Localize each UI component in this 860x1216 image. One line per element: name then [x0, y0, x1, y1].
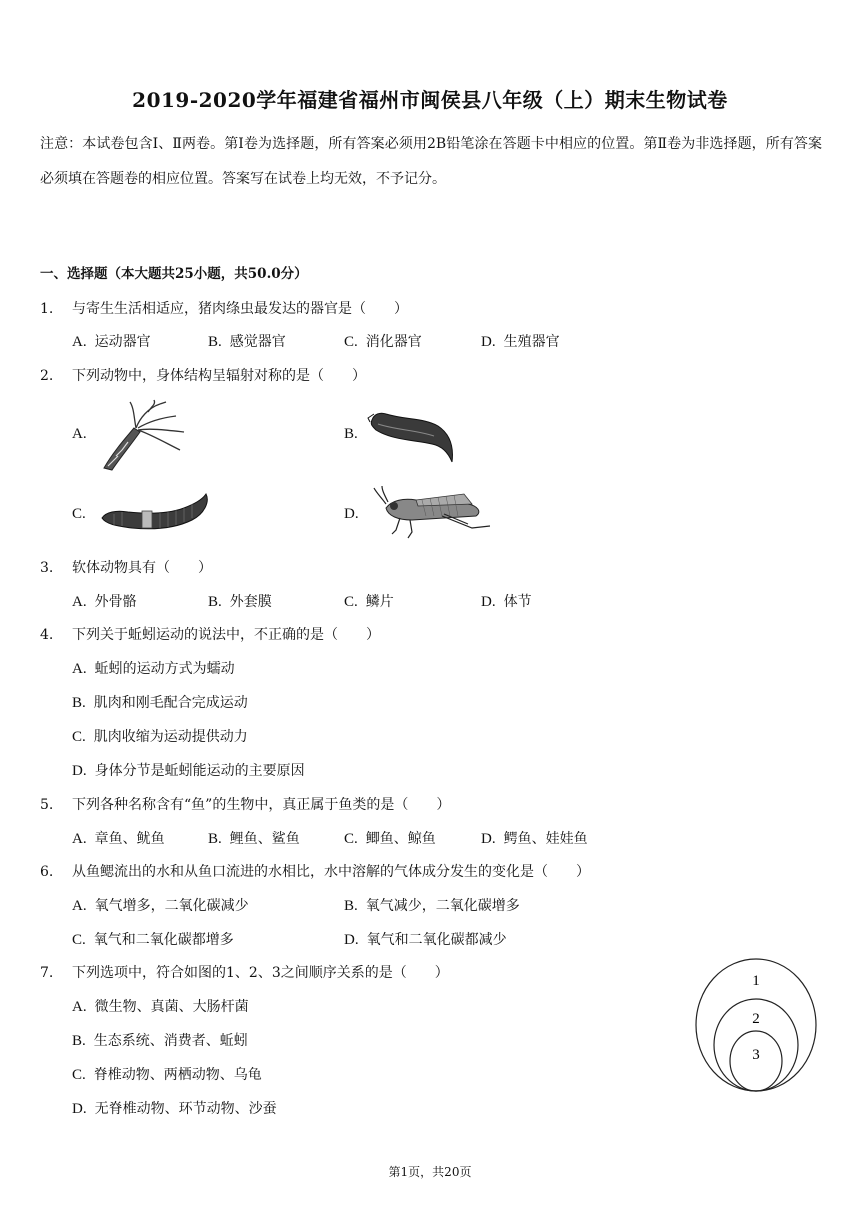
question-4 [40, 624, 380, 644]
option-c: C. 脊椎动物、两栖动物、乌龟 [72, 1067, 262, 1083]
circle-label-3: 3 [752, 1047, 760, 1063]
question-stem: 从鱼鳃流出的水和从鱼口流进的水相比，水中溶解的气体成分发生的变化是（ ） [72, 864, 590, 880]
option-b: B. 感觉器官 [208, 334, 286, 350]
option-b: B. 生态系统、消费者、蚯蚓 [72, 1033, 248, 1049]
exam-notice: 注意：本试卷包含Ⅰ、Ⅱ两卷。第Ⅰ卷为选择题，所有答案必须用2B铅笔涂在答题卡中相应的位置。第Ⅱ卷为非选择题，所有答案必须填在答题卷的相应位置。答案写在试卷上均无效，不予记分。 [40, 136, 822, 187]
option-b: B. 鲤鱼、鲨鱼 [208, 831, 300, 847]
option-c: C. 肌肉收缩为运动提供动力 [72, 729, 248, 745]
question-stem: 软体动物具有（ ） [72, 560, 212, 576]
option-d: D. 氧气和二氧化碳都减少 [344, 932, 507, 948]
option-c-label: C. [72, 506, 86, 522]
question-number: 2. [40, 368, 54, 384]
question-number: 5. [40, 797, 54, 813]
question-number: 7. [40, 965, 54, 981]
option-c: C. 鲫鱼、鲸鱼 [344, 831, 436, 847]
question-number: 4. [40, 627, 54, 643]
option-a: A. 蚯蚓的运动方式为蠕动 [72, 661, 235, 677]
question-6 [40, 861, 590, 881]
circle-label-1: 1 [752, 973, 760, 989]
option-c: C. 鳞片 [344, 594, 394, 610]
question-7 [40, 962, 449, 982]
question-5 [40, 794, 450, 814]
question-3 [40, 557, 212, 577]
option-c: C. 消化器官 [344, 334, 422, 350]
option-d: D. 体节 [481, 594, 532, 610]
option-a: A. 章鱼、鱿鱼 [72, 831, 165, 847]
question-number: 1. [40, 301, 54, 317]
leech-icon [366, 404, 458, 466]
option-d: D. 鳄鱼、娃娃鱼 [481, 831, 588, 847]
option-b: B. 肌肉和刚毛配合完成运动 [72, 695, 248, 711]
question-stem: 下列选项中，符合如图的1、2、3之间顺序关系的是（ ） [72, 965, 449, 981]
question-stem: 与寄生生活相适应，猪肉绦虫最发达的器官是（ ） [72, 301, 408, 317]
question-stem: 下列关于蚯蚓运动的说法中，不正确的是（ ） [72, 627, 380, 643]
option-b-label: B. [344, 426, 358, 442]
circle-label-2: 2 [752, 1011, 760, 1027]
question-stem: 下列动物中，身体结构呈辐射对称的是（ ） [72, 368, 366, 384]
question-number: 3. [40, 560, 54, 576]
earthworm-icon [98, 492, 212, 534]
question-number: 6. [40, 864, 54, 880]
option-a: A. 运动器官 [72, 334, 151, 350]
question-1 [40, 298, 408, 318]
option-b: B. 氧气减少，二氧化碳增多 [344, 898, 520, 914]
option-d: D. 无脊椎动物、环节动物、沙蚕 [72, 1101, 277, 1117]
option-a-label: A. [72, 426, 87, 442]
option-a: A. 微生物、真菌、大肠杆菌 [72, 999, 249, 1015]
hydra-icon [100, 398, 192, 472]
option-d: D. 身体分节是蚯蚓能运动的主要原因 [72, 763, 305, 779]
option-a: A. 氧气增多，二氧化碳减少 [72, 898, 249, 914]
nested-circles-diagram [692, 955, 822, 1095]
question-2 [40, 365, 366, 385]
section-heading: 一、选择题（本大题共25小题，共50.0分） [40, 266, 308, 282]
grasshopper-icon [372, 486, 494, 540]
page-footer: 第1页，共20页 [388, 1165, 472, 1179]
question-stem: 下列各种名称含有“鱼”的生物中，真正属于鱼类的是（ ） [72, 797, 451, 813]
option-a: A. 外骨骼 [72, 594, 137, 610]
option-d: D. 生殖器官 [481, 334, 560, 350]
exam-title: 2019-2020学年福建省福州市闽侯县八年级（上）期末生物试卷 [132, 88, 728, 112]
option-c: C. 氧气和二氧化碳都增多 [72, 932, 234, 948]
option-d-label: D. [344, 506, 359, 522]
option-b: B. 外套膜 [208, 594, 272, 610]
